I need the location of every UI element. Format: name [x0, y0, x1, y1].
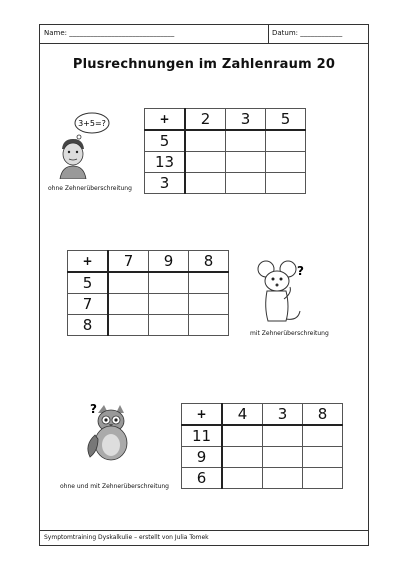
caption-section1: ohne Zehnerüberschreitung	[48, 185, 132, 192]
table2-col-header: 7	[108, 251, 149, 273]
table2-row-header: 5	[68, 272, 109, 294]
header-bar	[40, 25, 368, 44]
answer-cell[interactable]	[185, 130, 226, 152]
answer-cell[interactable]	[189, 315, 229, 336]
table1-col-header: 2	[185, 109, 226, 131]
question-mark: ?	[90, 402, 97, 416]
answer-cell[interactable]	[263, 468, 303, 489]
answer-cell[interactable]	[222, 425, 263, 447]
answer-cell[interactable]	[303, 425, 343, 447]
table3-corner-plus: +	[182, 404, 223, 426]
caption-section2: mit Zehnerüberschreitung	[250, 330, 329, 337]
answer-cell[interactable]	[266, 130, 306, 152]
footer-credit: Symptomtraining Dyskalkulie – erstellt von Julia Tomek	[44, 534, 209, 541]
date-field-label: Datum: ____________	[272, 29, 343, 37]
answer-cell[interactable]	[189, 272, 229, 294]
answer-cell[interactable]	[222, 468, 263, 489]
addition-table-2	[67, 250, 229, 336]
page-title: Plusrechnungen im Zahlenraum 20	[72, 57, 336, 72]
addition-table-1	[144, 108, 306, 194]
table3-row-header: 11	[182, 425, 223, 447]
answer-cell[interactable]	[266, 152, 306, 173]
answer-cell[interactable]	[149, 315, 189, 336]
table3-row-header: 6	[182, 468, 223, 489]
caption-section3: ohne und mit Zehnerüberschreitung	[60, 483, 169, 490]
table3-col-header: 3	[263, 404, 303, 426]
boy-thinking-illustration	[52, 109, 110, 179]
footer-bar	[40, 530, 368, 545]
table1-row-header: 13	[145, 152, 186, 173]
answer-cell[interactable]	[149, 272, 189, 294]
table2-col-header: 8	[189, 251, 229, 273]
table1-col-header: 5	[266, 109, 306, 131]
answer-cell[interactable]	[226, 152, 266, 173]
header-divider	[268, 25, 269, 43]
table1-row-header: 5	[145, 130, 186, 152]
addition-table-3	[181, 403, 343, 489]
answer-cell[interactable]	[303, 447, 343, 468]
name-field-label: Name: ______________________________	[44, 29, 175, 37]
worksheet	[39, 24, 369, 546]
table2-col-header: 9	[149, 251, 189, 273]
answer-cell[interactable]	[226, 130, 266, 152]
table2-row-header: 7	[68, 294, 109, 315]
answer-cell[interactable]	[263, 425, 303, 447]
table1-corner-plus: +	[145, 109, 186, 131]
table3-row-header: 9	[182, 447, 223, 468]
answer-cell[interactable]	[222, 447, 263, 468]
answer-cell[interactable]	[149, 294, 189, 315]
answer-cell[interactable]	[108, 294, 149, 315]
table1-row-header: 3	[145, 173, 186, 194]
table2-corner-plus: +	[68, 251, 109, 273]
table2-row-header: 8	[68, 315, 109, 336]
table3-col-header: 8	[303, 404, 343, 426]
answer-cell[interactable]	[108, 272, 149, 294]
answer-cell[interactable]	[266, 173, 306, 194]
answer-cell[interactable]	[226, 173, 266, 194]
answer-cell[interactable]	[303, 468, 343, 489]
question-mark: ?	[297, 264, 304, 278]
answer-cell[interactable]	[185, 152, 226, 173]
answer-cell[interactable]	[263, 447, 303, 468]
table1-col-header: 3	[226, 109, 266, 131]
thought-bubble-text: 3+5=?	[78, 119, 106, 128]
owl-thinking-illustration	[82, 399, 136, 463]
answer-cell[interactable]	[189, 294, 229, 315]
answer-cell[interactable]	[108, 315, 149, 336]
answer-cell[interactable]	[185, 173, 226, 194]
table3-col-header: 4	[222, 404, 263, 426]
mouse-thinking-illustration	[254, 259, 314, 327]
